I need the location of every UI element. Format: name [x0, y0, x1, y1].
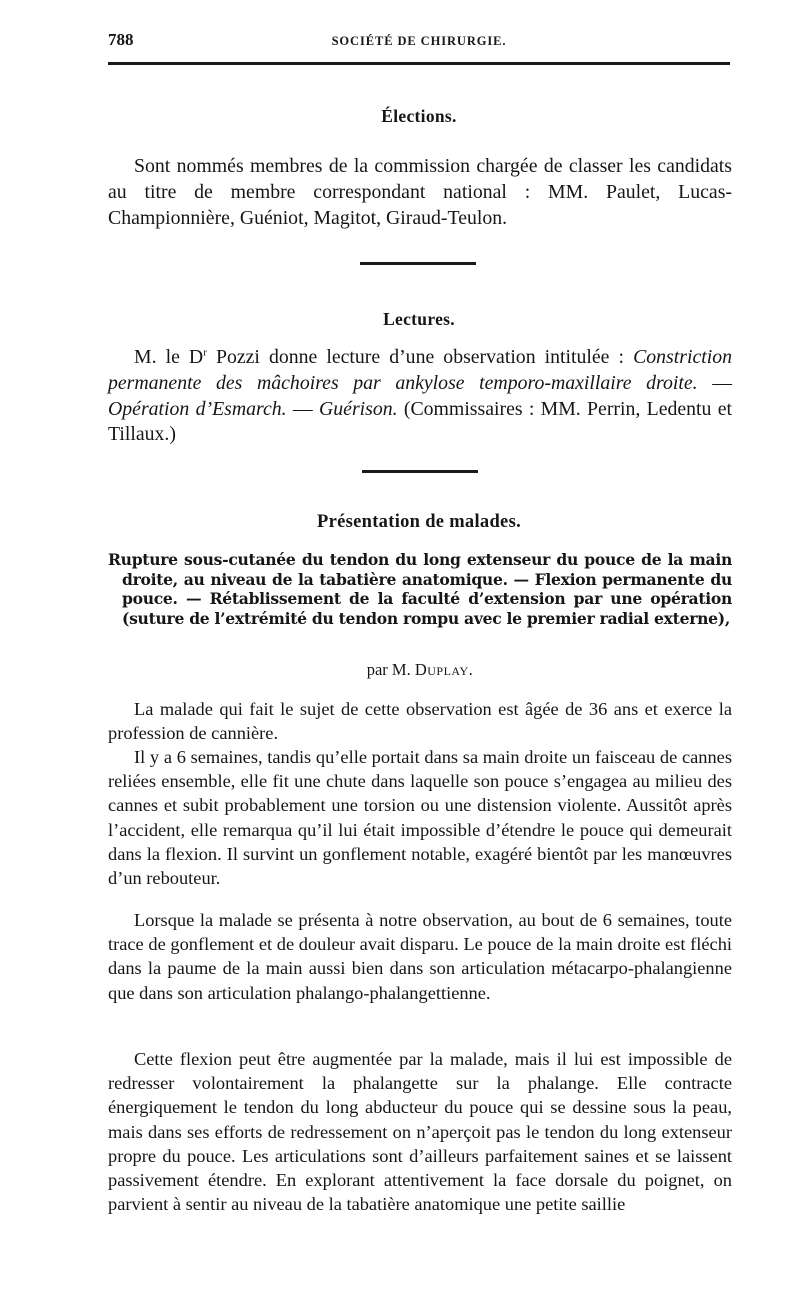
lectures-dr-sup: r — [203, 346, 207, 359]
page-number: 788 — [108, 30, 134, 49]
elections-paragraph: Sont nommés membres de la commission chargée de classer les candidats au titre de membre correspondant national : MM. Paulet, Lucas-Championnière, Guéniot, Magitot, Giraud-Teulon. — [108, 155, 732, 229]
lectures-sep-2: — — [286, 397, 319, 420]
lectures-paragraph — [108, 345, 732, 448]
body-paragraph-4: Cette flexion peut être augmentée par la malade, mais il lui est impossible de redresser volontairement la phalangette sur la phalange. Elle contracte énergiquement le tendon du long abducteur du pouce qui se dessine sous la peau, mais dans ses efforts de redressement on n’aperçoit pas le tendon du long extenseur propre du pouce. Les articulations sont d’ailleurs parfaitement saines et se laissent passivement étendre. En explorant attentivement la face dorsale du poignet, on parvient à sentir au niveau de la tabatière anatomique une petite saillie — [108, 1049, 732, 1215]
section-divider — [362, 470, 478, 473]
lectures-intro: Pozzi donne lecture d’une observation intitulée : — [206, 346, 634, 368]
section-divider — [360, 262, 476, 265]
author-byline — [108, 660, 732, 680]
body-paragraph-2: Il y a 6 semaines, tandis qu’elle portait dans sa main droite un faisceau de cannes reliées ensemble, elle fit une chute dans laquelle son pouce s’engagea au milieu des cannes et subit probablement une torsion ou une distension violente. Aussitôt après l’accident, elle remarqua qu’il lui était impossible d’étendre le pouce qui demeurait dans la flexion. Il survint un gonflement notable, exagéré bientôt par les manœuvres d’un rebouteur. — [108, 747, 732, 889]
case-title: Rupture sous-cutanée du tendon du long extenseur du pouce de la main droite, au niveau de la tabatière anatomique. — Flexion permanente du pouce. — Rétablissement de la faculté d’extension par une opération (suture de l’extrémité du tendon rompu avec le premier radial externe), — [108, 550, 732, 629]
byline-par: par M. — [366, 660, 415, 679]
lectures-title-2: Opération d’Esmarch. — [108, 397, 287, 420]
section-heading-presentation: Présentation de malades. — [317, 512, 521, 532]
lectures-title-1: Constriction permanente des mâchoires par ankylose temporo-maxillaire droite. — [108, 346, 732, 394]
header-rule — [108, 62, 730, 65]
lectures-title-3: Guérison. — [319, 397, 398, 420]
byline-author: Duplay. — [414, 660, 474, 679]
lectures-rest: (Commissaires : MM. Perrin, Ledentu et Tillaux.) — [108, 397, 733, 446]
lectures-sep-1: — — [697, 371, 732, 394]
journal-title: SOCIÉTÉ DE CHIRURGIE. — [331, 34, 507, 48]
running-head — [108, 30, 730, 54]
body-paragraph-1: La malade qui fait le sujet de cette observation est âgée de 36 ans et exerce la profession de cannière. — [108, 699, 732, 744]
section-heading-lectures: Lectures. — [383, 309, 455, 329]
body-paragraph-3: Lorsque la malade se présenta à notre observation, au bout de 6 semaines, toute trace de gonflement et de douleur avait disparu. Le pouce de la main droite est fléchi dans la paume de la main aussi bien dans son articulation métacarpo-phalangienne que dans son articulation phalango-phalangettienne. — [108, 910, 732, 1003]
section-heading-elections: Élections. — [381, 106, 457, 126]
lectures-m: M. le D — [134, 346, 204, 368]
